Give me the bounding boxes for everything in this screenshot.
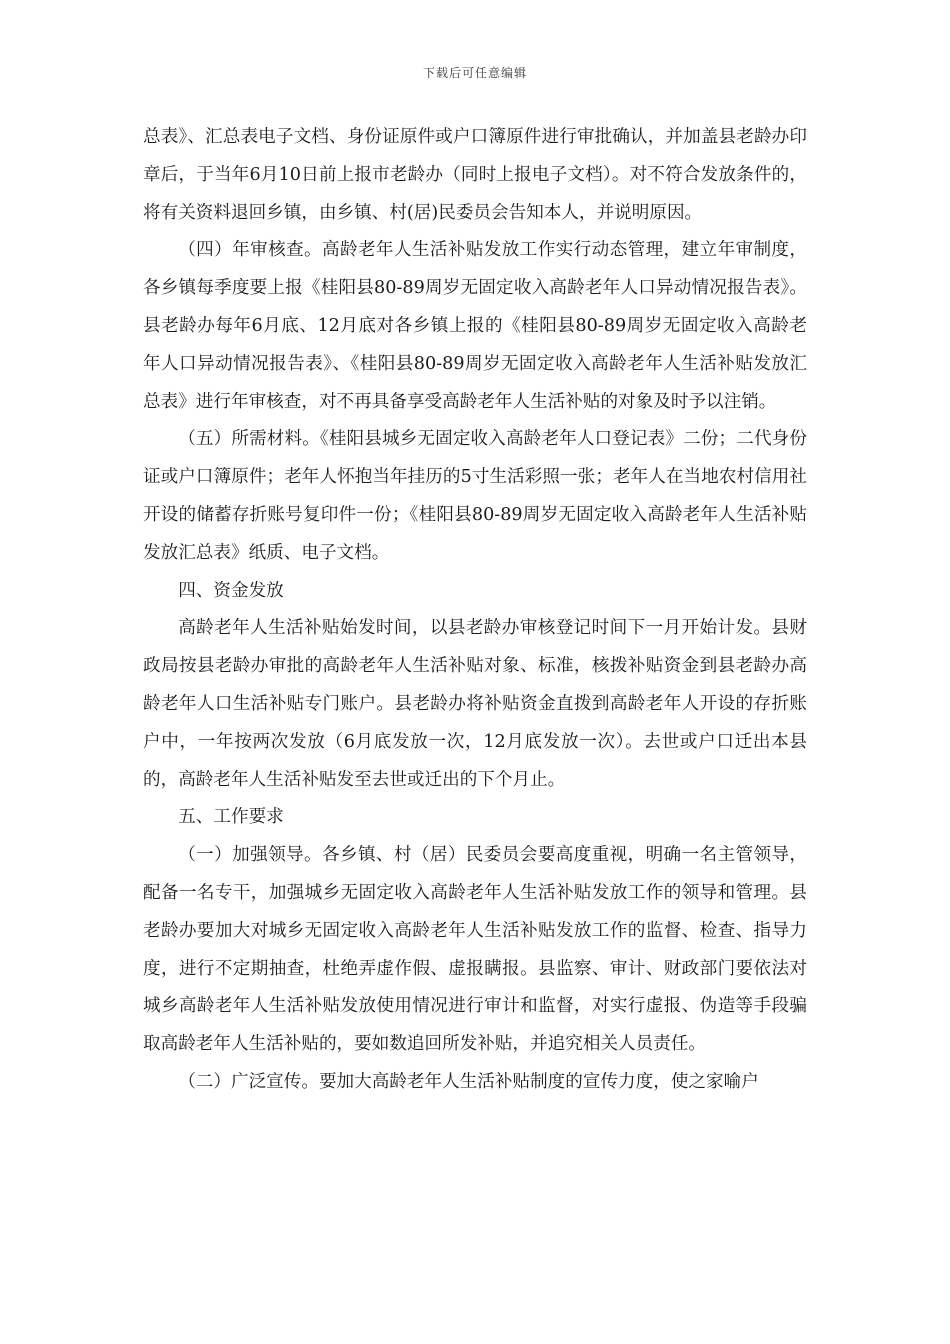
paragraph-strengthen-leadership: （一）加强领导。各乡镇、村（居）民委员会要高度重视，明确一名主管领导，配备一名专干，加强城乡无固定收入高龄老年人生活补贴发放工作的领导和管理。县老龄办要加大对城乡无固定收入高龄老年人生活补贴发放工作的监督、检查、指导力度，进行不定期抽查，杜绝弄虚作假、虚报瞒报。县监察、审计、财政部门要依法对城乡高龄老年人生活补贴发放使用情况进行审计和监督，对实行虚报、伪造等手段骗取高龄老年人生活补贴的，要如数追回所发补贴，并追究相关人员责任。 <box>143 845 807 1055</box>
paragraph-publicity: （二）广泛宣传。要加大高龄老年人生活补贴制度的宣传力度，使之家喻户 <box>178 1071 759 1092</box>
paragraph-fund-distribution: 高龄老年人生活补贴始发时间，以县老龄办审核登记时间下一月开始计发。县财政局按县老龄办审批的高龄老年人生活补贴对象、标准，核拨补贴资金到县老龄办高龄老年人口生活补贴专门账户。县老龄办将补贴资金直拨到高龄老年人开设的存折账户中，一年按两次发放（6月底发放一次，12月底发放一次）。去世或户口迁出本县的，高龄老年人生活补贴发至去世或迁出的下个月止。 <box>143 618 807 790</box>
section-heading-work-requirements: 五、工作要求 <box>178 807 284 828</box>
paragraph-annual-review: （四）年审核查。高龄老年人生活补贴发放工作实行动态管理，建立年审制度，各乡镇每季度要上报《桂阳县80-89周岁无固定收入高龄老年人口异动情况报告表》。县老龄办每年6月底、12月底对各乡镇上报的《桂阳县80-89周岁无固定收入高龄老年人口异动情况报告表》、《桂阳县80-89周岁无固定收入高龄老年人生活补贴发放汇总表》进行年审核查，对不再具备享受高龄老年人生活补贴的对象及时予以注销。 <box>143 240 807 412</box>
page-header: 下载后可任意编辑 <box>422 66 527 80</box>
document-body <box>143 119 807 1102</box>
section-heading-fund-distribution: 四、资金发放 <box>178 580 284 601</box>
paragraph-approval-continued: 总表》、汇总表电子文档、身份证原件或户口簿原件进行审批确认，并加盖县老龄办印章后，于当年6月10日前上报市老龄办（同时上报电子文档）。对不符合发放条件的，将有关资料退回乡镇，由乡镇、村(居)民委员会告知本人，并说明原因。 <box>143 127 807 223</box>
paragraph-required-materials: （五）所需材料。《桂阳县城乡无固定收入高龄老年人口登记表》二份；二代身份证或户口簿原件；老年人怀抱当年挂历的5寸生活彩照一张；老年人在当地农村信用社开设的储蓄存折账号复印件一份；《桂阳县80-89周岁无固定收入高龄老年人生活补贴发放汇总表》纸质、电子文档。 <box>143 429 807 563</box>
